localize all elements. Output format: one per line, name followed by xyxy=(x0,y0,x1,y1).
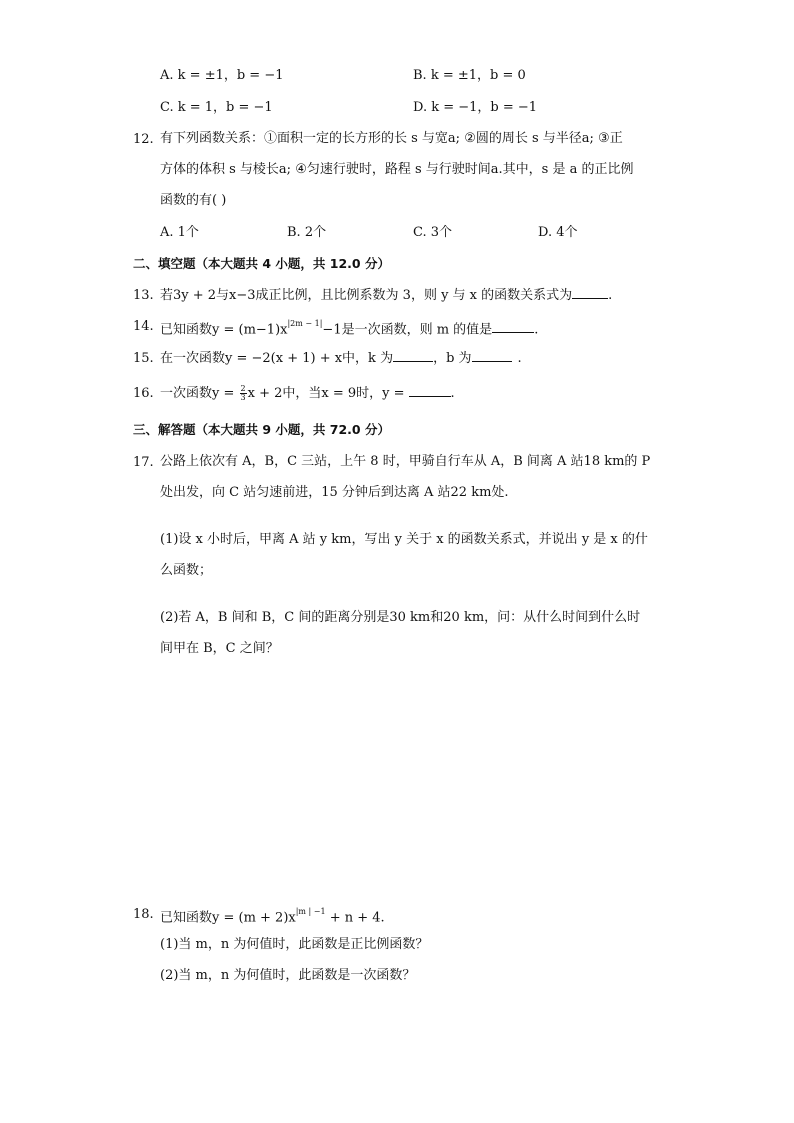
q13-number: 13. xyxy=(133,288,154,303)
q17-line-1: 公路上依次有 A，B，C 三站，上午 8 时，甲骑自行车从 A，B 间离 A 站18 km的 P xyxy=(160,454,651,469)
q17-number: 17. xyxy=(133,455,154,470)
q14-text xyxy=(160,317,538,339)
q12-number: 12. xyxy=(133,132,154,147)
q17-part1-line-1: (1)设 x 小时后，甲离 A 站 y km，写出 y 关于 x 的函数关系式，并说出 y 是 x 的什 xyxy=(160,532,648,547)
q13-end: . xyxy=(608,288,613,303)
q17-part2-line-2: 间甲在 B，C 之间？ xyxy=(160,641,279,656)
q14-answer-blank[interactable] xyxy=(492,320,534,333)
q16-stem-post: x + 2中，当x = 9时，y = xyxy=(247,386,405,401)
q13-stem: 若3y + 2与x−3成正比例，且比例系数为 3，则 y 与 x 的函数关系式为 xyxy=(160,288,573,303)
q12-option-b: B. 2个 xyxy=(287,225,327,240)
q12-line-2: 方体的体积 s 与棱长a; ④匀速行驶时，路程 s 与行驶时间a.其中，s 是 a 的正比例 xyxy=(160,162,634,177)
q14-end: . xyxy=(534,322,539,338)
q14-stem-pre: 已知函数y = (m−1)x xyxy=(160,322,288,338)
q12-line-1: 有下列函数关系：①面积一定的长方形的长 s 与宽a; ②圆的周长 s 与半径a; ③正 xyxy=(160,131,623,146)
q18-stem-post: + n + 4. xyxy=(325,910,385,926)
q16-end: . xyxy=(450,386,455,401)
q16-fraction-numerator: 2 xyxy=(240,384,246,393)
q15-stem-mid: ，b 为 xyxy=(433,351,472,366)
q16-fraction xyxy=(240,385,247,402)
q17-line-2: 处出发，向 C 站匀速前进，15 分钟后到达离 A 站22 km处. xyxy=(160,485,509,500)
section-solution-heading: 三、解答题（本大题共 9 小题，共 72.0 分） xyxy=(133,422,390,437)
q15-k-blank[interactable] xyxy=(393,349,433,362)
q11-option-b: B. k = ±1，b = 0 xyxy=(413,68,526,83)
q11-option-d: D. k = −1，b = −1 xyxy=(413,100,538,115)
q17-part1-line-2: 么函数； xyxy=(160,563,213,578)
q16-number: 16. xyxy=(133,386,154,401)
q16-answer-blank[interactable] xyxy=(409,384,451,397)
q13-answer-blank[interactable] xyxy=(572,286,608,299)
q15-end: . xyxy=(517,351,522,366)
q16-fraction-denominator: 3 xyxy=(240,393,246,402)
q15-number: 15. xyxy=(133,351,154,366)
q14-exponent: |2m − 1| xyxy=(287,319,323,328)
q18-stem-pre: 已知函数y = (m + 2)x xyxy=(160,910,296,926)
q16-stem-pre: 一次函数y = xyxy=(160,386,239,401)
q15-b-blank[interactable] xyxy=(472,349,512,362)
section-fill-blank-heading: 二、填空题（本大题共 4 小题，共 12.0 分） xyxy=(133,256,390,271)
q18-exponent: |m | −1 xyxy=(295,907,326,916)
q11-option-a: A. k = ±1，b = −1 xyxy=(160,68,284,83)
q15-stem-pre: 在一次函数y = −2(x + 1) + x中，k 为 xyxy=(160,351,394,366)
q12-option-c: C. 3个 xyxy=(413,225,453,240)
q12-line-3: 函数的有( ) xyxy=(160,193,227,208)
q16-text xyxy=(160,384,455,403)
q18-part2: (2)当 m，n 为何值时，此函数是一次函数？ xyxy=(160,968,416,983)
q18-text xyxy=(160,905,385,927)
q13-text xyxy=(160,286,612,305)
q12-option-a: A. 1个 xyxy=(160,225,199,240)
q17-part2-line-1: (2)若 A，B 间和 B，C 间的距离分别是30 km和20 km，问：从什么时间到什么时 xyxy=(160,610,641,625)
q15-text xyxy=(160,349,522,368)
q12-option-d: D. 4个 xyxy=(538,225,578,240)
q14-stem-post: −1是一次函数，则 m 的值是 xyxy=(322,322,493,338)
q18-part1: (1)当 m，n 为何值时，此函数是正比例函数？ xyxy=(160,937,429,952)
q14-number: 14. xyxy=(133,319,154,334)
q18-number: 18. xyxy=(133,907,154,922)
q11-option-c: C. k = 1，b = −1 xyxy=(160,100,273,115)
